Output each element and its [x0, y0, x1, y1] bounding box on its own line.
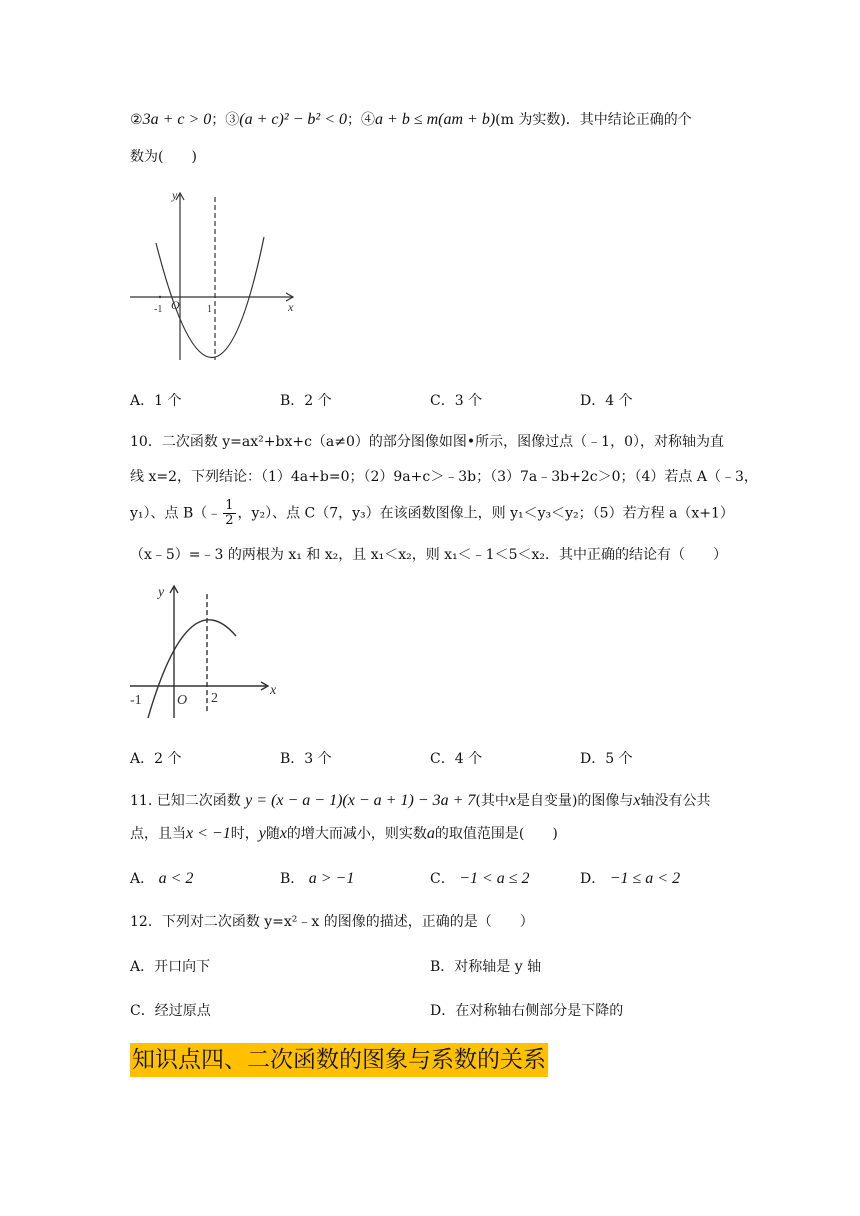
q11-line2 [130, 823, 558, 845]
q11-function-expr: y = (x − a − 1)(x − a + 1) − 3a + 7 [245, 792, 476, 809]
q10-line3-b: ，y₂）、点 C（7，y₃）在该函数图像上，则 y₁＜y₃＜y₂；（5）若方程 a（x+1） [237, 505, 734, 522]
q10-fraction [223, 499, 235, 528]
section-heading: 知识点四、二次函数的图象与系数的关系 [130, 1043, 548, 1077]
q12-option-c[interactable]: C．经过原点 [130, 1003, 211, 1019]
q11-option-c-expr: −1 < a ≤ 2 [459, 870, 530, 887]
q11-prefix: 11. 已知二次函数 [130, 793, 241, 809]
q10-line4: （x﹣5）=﹣3 的两根为 x₁ 和 x₂，且 x₁＜x₂，则 x₁＜﹣1＜5＜x₂．其中正确的结论有（ ） [130, 547, 728, 563]
q10-option-c[interactable]: C．4 个 [430, 751, 483, 767]
q11-option-a[interactable] [130, 868, 193, 888]
q11-option-b-expr: a > −1 [308, 870, 355, 887]
q11-option-c-label: C． [430, 871, 455, 887]
q11-option-d-expr: −1 ≤ a < 2 [609, 870, 681, 887]
q9-tick-neg1: -1 [154, 304, 163, 315]
q11-line2-prefix: 点，且当 [130, 826, 186, 842]
q11-mid: (其中 [475, 793, 509, 809]
q9-expr4: a + b ≤ m(am + b) [375, 111, 496, 128]
q11-end: 是自变量)的图像与 [515, 793, 634, 809]
q10-option-b[interactable]: B．3 个 [280, 751, 332, 767]
q11-option-a-expr: a < 2 [158, 870, 194, 887]
q9-option-c[interactable]: C．3 个 [430, 393, 483, 409]
q10-line3-a: y₁）、点 B（﹣ [130, 505, 222, 522]
q11-option-a-label: A． [130, 871, 155, 887]
q9-tick-1: 1 [207, 304, 212, 315]
q9-sep1: ；③ [211, 112, 240, 128]
q10-y-label: y [158, 585, 165, 600]
q11-var-x: x [508, 792, 516, 809]
q12-option-b[interactable]: B．对称轴是 y 轴 [430, 959, 542, 975]
q11-var-y: y [258, 825, 266, 842]
q9-graph [128, 185, 300, 365]
q10-line1: 10．二次函数 y=ax²+bx+c（a≠0）的部分图像如图•所示，图像过点（﹣1，0），对称轴为直 [130, 434, 724, 450]
q9-option-b[interactable]: B．2 个 [280, 393, 332, 409]
q11-var-x3: x [279, 825, 287, 842]
q9-x-label: x [288, 300, 294, 314]
q9-line1 [130, 109, 692, 131]
q10-parabola [148, 620, 236, 718]
q11-option-c[interactable] [430, 868, 530, 888]
q9-expr2: 3a + c > 0 [142, 111, 212, 128]
q10-frac-num: 1 [225, 498, 234, 513]
q10-x-label: x [270, 683, 277, 698]
q9-expr3: (a + c)² − b² < 0 [239, 111, 348, 128]
q12-line1: 12．下列对二次函数 y=x²﹣x 的图像的描述，正确的是（ ） [130, 914, 534, 930]
q11-var-a: a [426, 825, 435, 842]
q9-origin-label: O [171, 298, 180, 312]
q11-option-d-label: D． [580, 871, 606, 887]
q9-expr4-note: (m 为实数)．其中结论正确的个 [495, 112, 692, 128]
q10-frac-den: 2 [225, 513, 234, 528]
q10-line2: 线 x=2，下列结论：（1）4a+b=0；（2）9a+c＞﹣3b；（3）7a﹣3b+2c＞0；（4）若点 A（﹣3， [130, 469, 758, 485]
q11-option-b-label: B． [280, 871, 305, 887]
q11-tail: 轴没有公共 [640, 793, 711, 809]
q9-y-label: y [172, 188, 178, 202]
q9-sep2: ；④ [347, 112, 376, 128]
q10-origin-label: O [177, 693, 188, 708]
q11-line1 [130, 790, 711, 812]
q10-tick-neg1: -1 [130, 693, 142, 708]
q11-line2-mid2: 随 [265, 826, 280, 842]
q11-var-x2: x [633, 792, 641, 809]
q10-line3 [130, 499, 734, 528]
q10-tick-2: 2 [211, 691, 218, 706]
q11-option-b[interactable] [280, 868, 354, 888]
q10-option-d[interactable]: D．5 个 [580, 751, 633, 767]
q10-graph [128, 580, 280, 720]
q12-option-d[interactable]: D．在对称轴右侧部分是下降的 [430, 1003, 624, 1019]
q12-option-a[interactable]: A．开口向下 [130, 959, 211, 975]
q11-line2-mid: 时， [230, 826, 259, 842]
q11-option-d[interactable] [580, 868, 680, 888]
q11-line2-end: 的取值范围是( ) [434, 826, 558, 842]
q9-option-d[interactable]: D．4 个 [580, 393, 633, 409]
q10-option-a[interactable]: A．2 个 [130, 751, 182, 767]
q9-option-a[interactable]: A．1 个 [130, 393, 182, 409]
q9-line2: 数为( ) [130, 149, 197, 165]
q11-line2-mid3: 的增大而减小，则实数 [286, 826, 427, 842]
q9-circle-2: ② [130, 112, 143, 128]
q11-condition: x < −1 [186, 825, 231, 842]
